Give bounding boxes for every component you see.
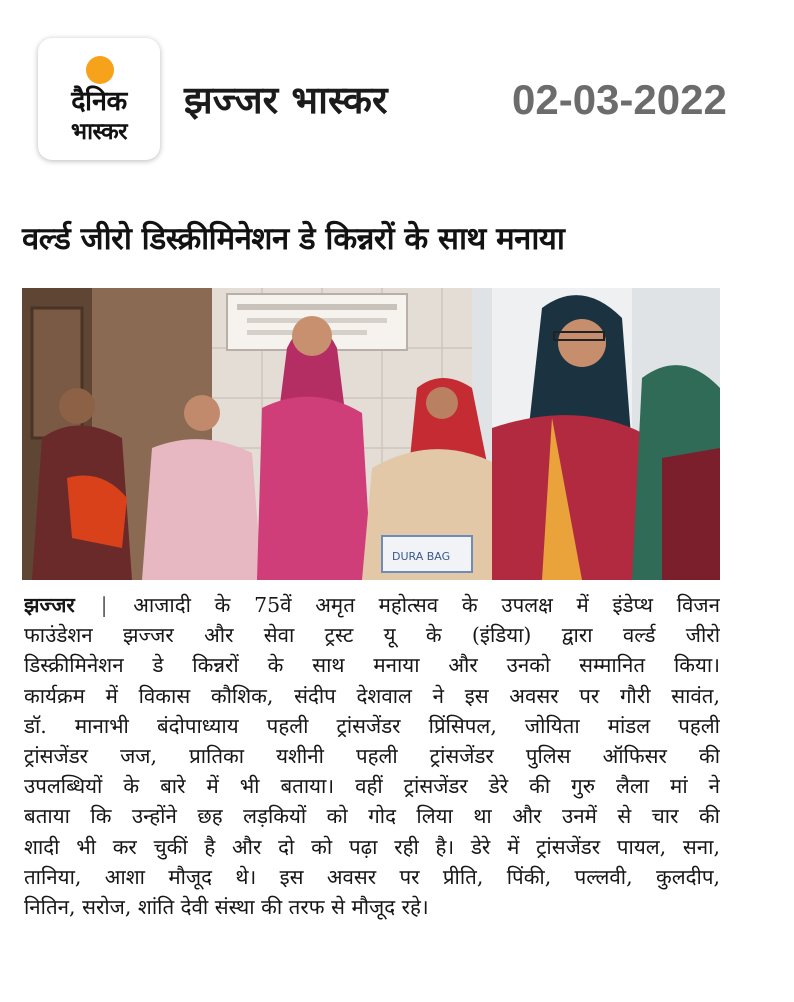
newspaper-logo xyxy=(38,38,160,160)
article-headline: वर्ल्ड जीरो डिस्क्रीमिनेशन डे किन्नरों के साथ मनाया xyxy=(22,221,565,257)
bag-label: DURA BAG xyxy=(392,550,451,563)
article-line: फाउंडेशन झज्जर और सेवा ट्रस्ट यू के (इंडिया) द्वारा वर्ल्ड जीरो xyxy=(24,623,720,648)
edition-date: 02-03-2022 xyxy=(512,76,727,123)
sun-icon xyxy=(85,55,115,85)
article-line-1 xyxy=(24,590,720,620)
logo-text-line1: दैनिक xyxy=(71,86,127,117)
logo-text-line2: भास्कर xyxy=(70,119,128,145)
article-line: तानिया, आशा मौजूद थे। इस अवसर पर प्रीति, पिंकी, पल्लवी, कुलदीप, xyxy=(24,864,720,889)
article-line-last: नितिन, सरोज, शांति देवी संस्था की तरफ से मौजूद रहे। xyxy=(24,894,429,919)
article-line: कार्यक्रम में विकास कौशिक, संदीप देशवाल ने इस अवसर पर गौरी सावंत, xyxy=(24,683,720,708)
article-line: ट्रांसजेंडर जज, प्रातिका यशीनी पहली ट्रांसजेंडर पुलिस ऑफिसर की xyxy=(24,743,720,768)
article-line: उपलब्धियों के बारे में भी बताया। वहीं ट्रांसजेंडर डेरे की गुरु लैला मां ने xyxy=(24,774,720,799)
article-line: डॉ. मानाभी बंदोपाध्याय पहली ट्रांसजेंडर प्रिंसिपल, जोयिता मांडल पहली xyxy=(24,713,720,738)
edition-title: झज्जर भास्कर xyxy=(184,78,388,122)
article-line: डिस्क्रीमिनेशन डे किन्नरों के साथ मनाया और उनको सम्मानित किया। xyxy=(24,653,720,678)
dateline-separator: | xyxy=(100,593,108,617)
article-line: बताया कि उन्होंने छह लड़कियों को गोद लिया था और उनमें से चार की xyxy=(24,804,720,829)
article-line: शादी भी कर चुकीं है और दो को पढ़ा रही है। डेरे में ट्रांसजेंडर पायल, सना, xyxy=(24,834,720,859)
article-dateline: झज्जर xyxy=(24,593,75,617)
article-photo xyxy=(22,288,720,580)
photo-illustration xyxy=(22,288,720,580)
article-first-line-text: आजादी के 75वें अमृत महोत्सव के उपलक्ष में इंडेप्थ विजन xyxy=(133,593,720,617)
article-body xyxy=(24,590,720,922)
